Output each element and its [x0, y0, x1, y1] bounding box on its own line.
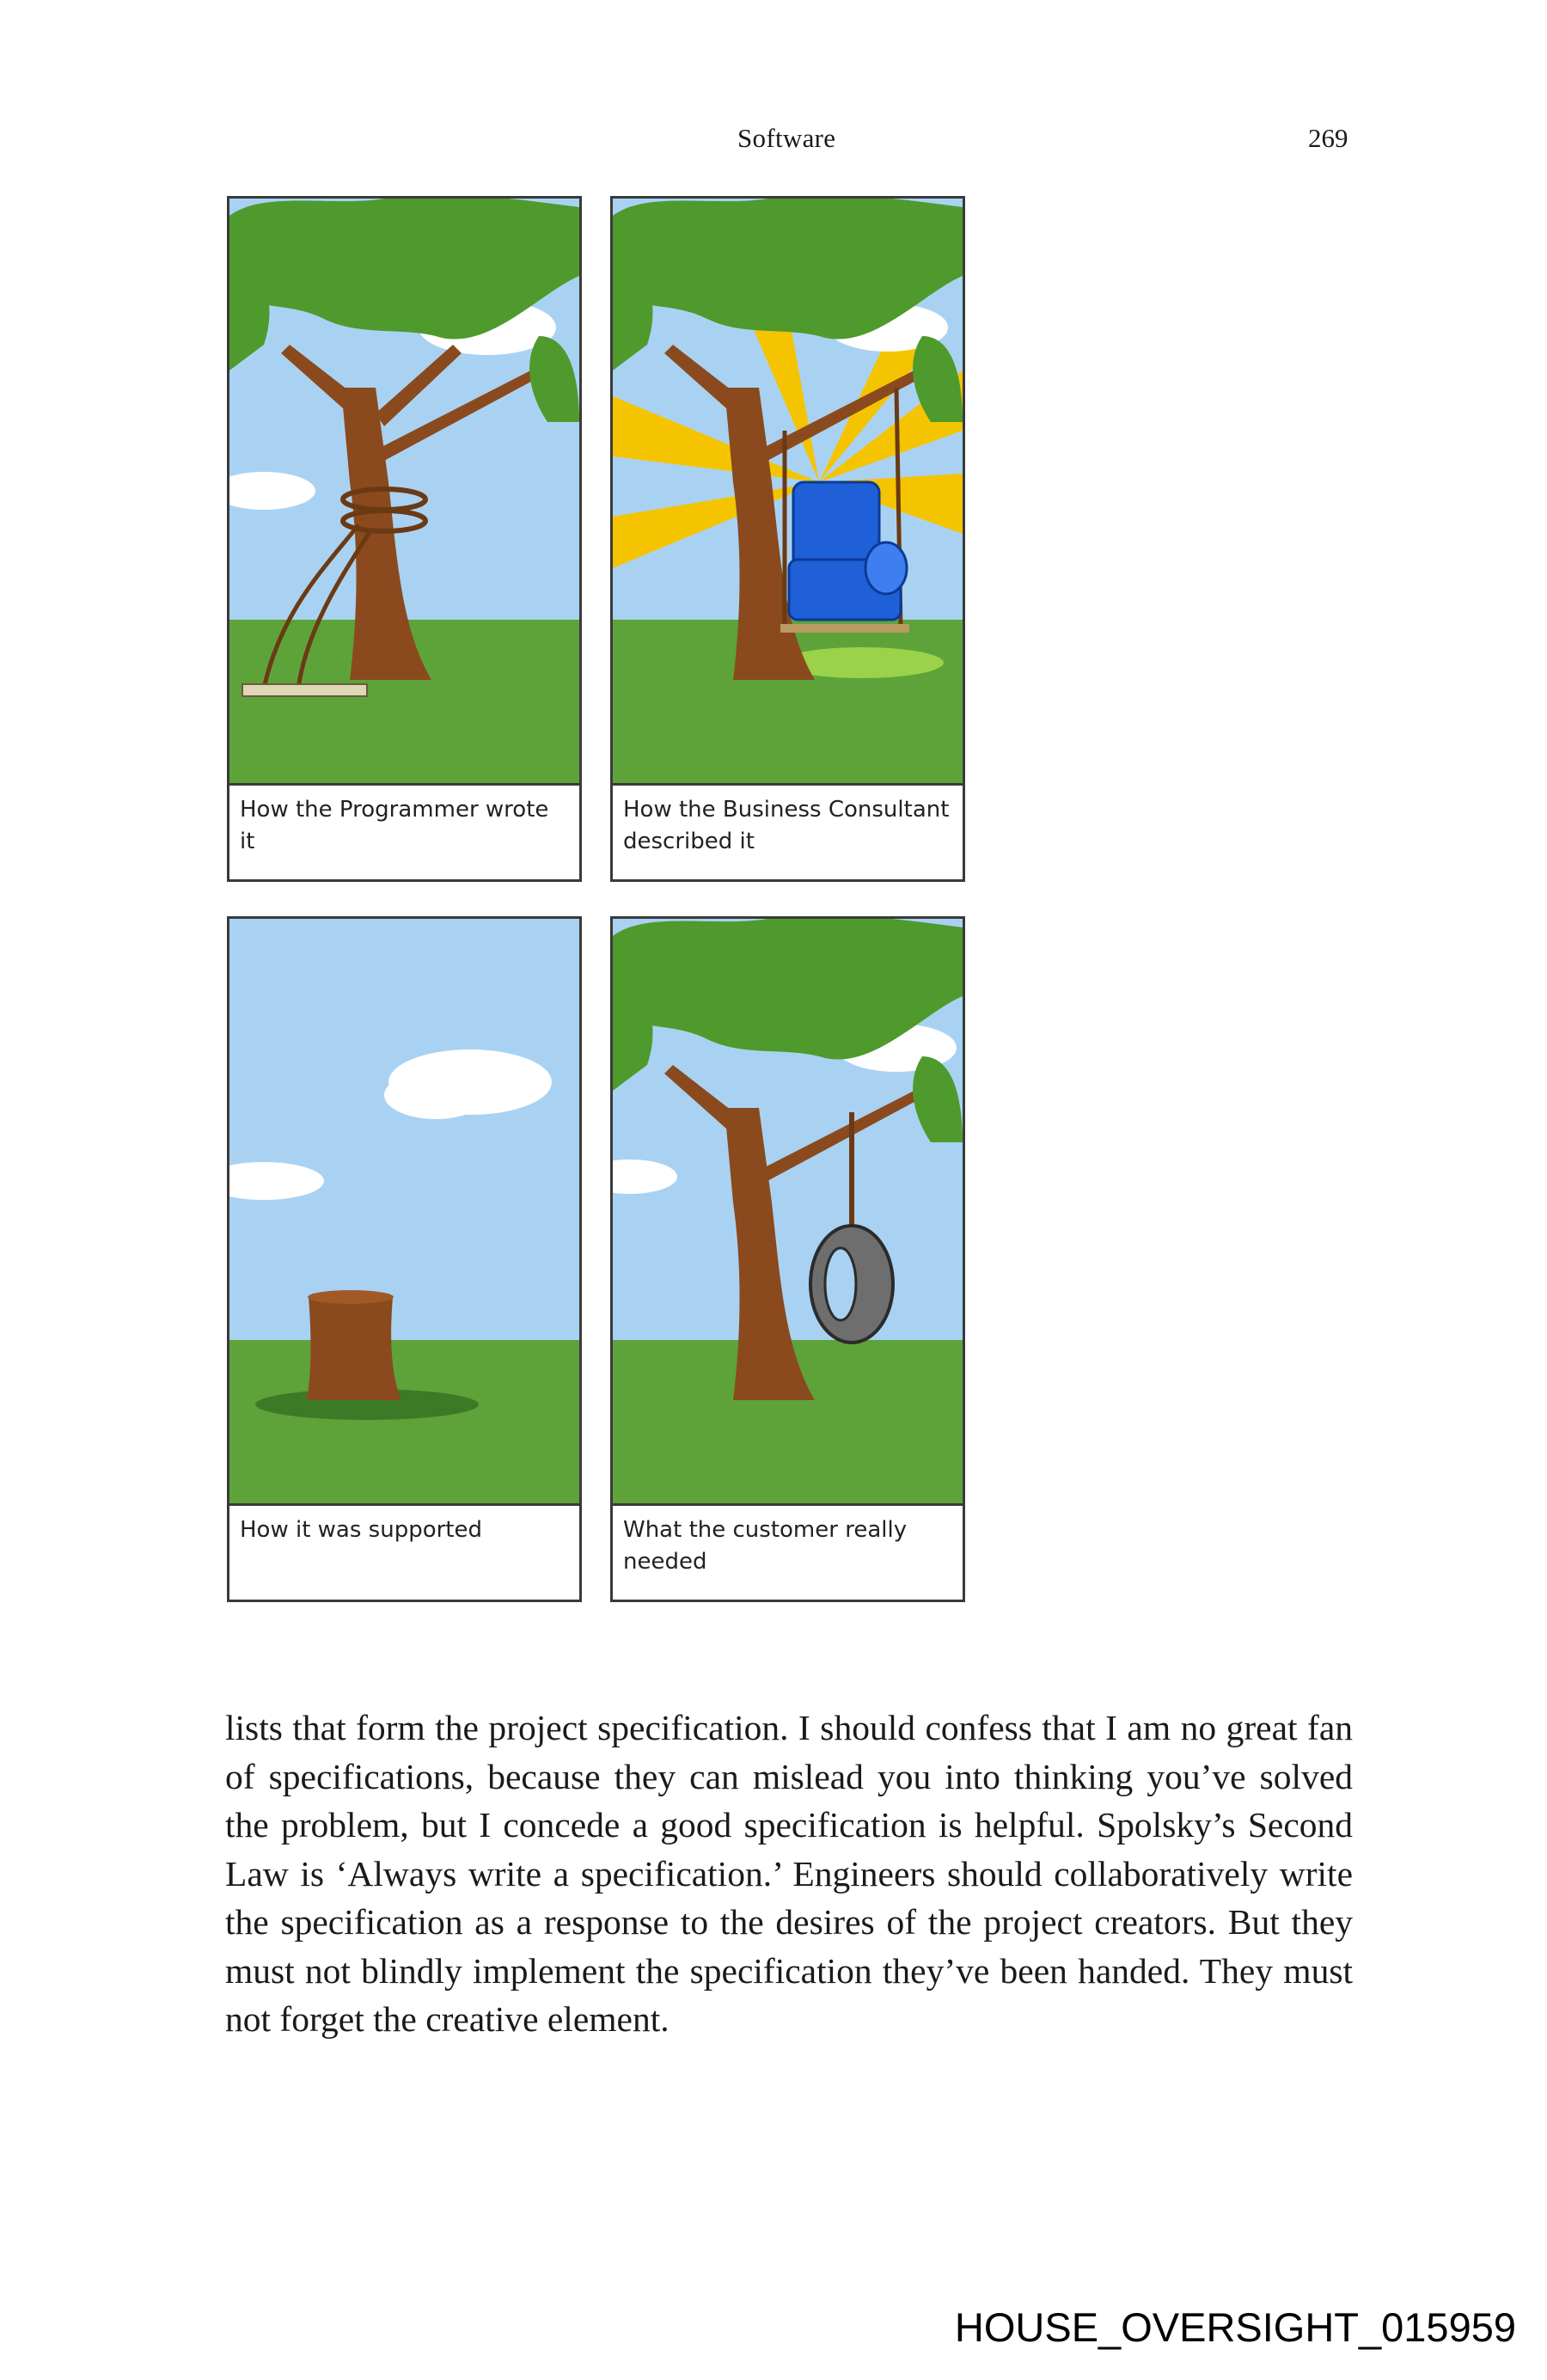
tree-tire-swing-illustration: [613, 919, 963, 1503]
comic-panel-programmer: [227, 196, 582, 882]
panel-caption: How the Programmer wrote it: [229, 783, 579, 879]
comic-panel-business-consultant: [610, 196, 965, 882]
tree-stump-illustration: [229, 919, 579, 1503]
comic-panel-customer-needed: [610, 916, 965, 1602]
document-id-stamp: HOUSE_OVERSIGHT_015959: [954, 2304, 1516, 2350]
page-number: 269: [1308, 123, 1348, 153]
body-paragraph-text: lists that form the project specification. I should confess that I am no great fan of specifications, because they can mislead you into thinking you’ve solved the problem, but I concede a good specification is helpful. Spolsky’s Second Law is ‘Always write a specification.’ Engineers should collaboratively write the specification as a response to the desires of the project creators. But they must not blindly implement the specification they’ve been handed. They must not forget the creative element.: [225, 1708, 1353, 2039]
tree-rope-swing-illustration: [229, 199, 579, 783]
tree-armchair-swing-illustration: [613, 199, 963, 783]
comic-panel-supported: [227, 916, 582, 1602]
running-title: Software: [737, 123, 836, 153]
panel-caption: What the customer really needed: [613, 1503, 963, 1600]
panel-caption: How the Business Consultant described it: [613, 783, 963, 879]
panel-caption: How it was supported: [229, 1503, 579, 1600]
body-paragraph: [225, 1704, 1353, 2044]
